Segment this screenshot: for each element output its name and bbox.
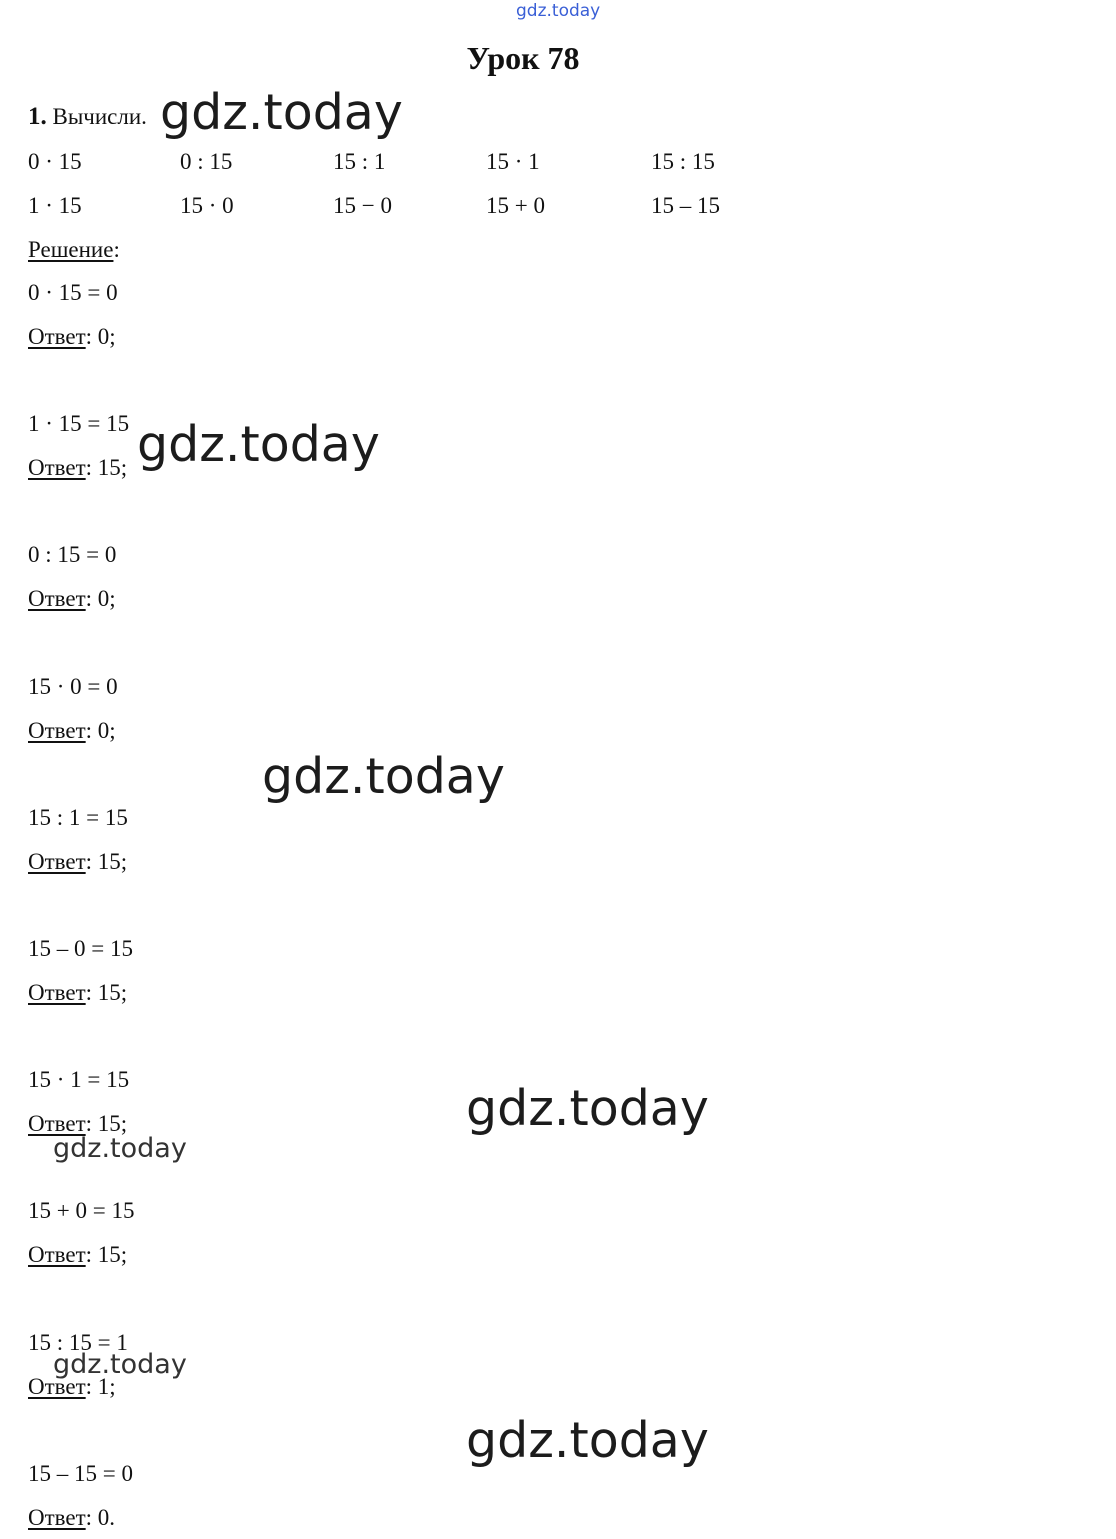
task-heading — [28, 104, 147, 129]
answer-line — [28, 1506, 115, 1529]
answer-label: Ответ — [28, 1242, 86, 1267]
task-number: 1. — [28, 103, 47, 130]
answer-label: Ответ — [28, 1505, 86, 1530]
answer-value: : 0. — [85, 1505, 116, 1530]
solution-colon: : — [113, 237, 120, 262]
exercise-item: 15 – 15 — [651, 193, 720, 218]
solution-expression: 15 · 1 = 15 — [28, 1067, 130, 1092]
watermark: gdz.today — [53, 1349, 187, 1380]
watermark-top: gdz.today — [516, 1, 601, 21]
answer-line — [28, 850, 127, 873]
exercise-item: 15 · 1 — [486, 149, 540, 174]
answer-value: : 15; — [85, 1111, 128, 1136]
answer-value: : 15; — [85, 849, 128, 874]
solution-expression: 0 · 15 = 0 — [28, 280, 118, 305]
watermark: gdz.today — [53, 1133, 187, 1164]
exercise-item: 0 : 15 — [180, 149, 233, 174]
exercise-item: 15 + 0 — [486, 193, 545, 218]
watermark: gdz.today — [262, 748, 505, 805]
answer-label: Ответ — [28, 980, 86, 1005]
exercise-item: 1 · 15 — [28, 193, 82, 218]
answer-label: Ответ — [28, 849, 86, 874]
answer-line — [28, 1112, 127, 1135]
answer-label: Ответ — [28, 324, 86, 349]
watermark: gdz.today — [137, 416, 380, 473]
answer-value: : 1; — [85, 1374, 116, 1399]
solution-expression: 0 : 15 = 0 — [28, 542, 117, 567]
answer-value: : 0; — [85, 718, 116, 743]
answer-line — [28, 456, 127, 479]
answer-value: : 15; — [85, 455, 128, 480]
exercise-item: 15 − 0 — [333, 193, 392, 218]
exercise-item: 0 · 15 — [28, 149, 82, 174]
answer-label: Ответ — [28, 1111, 86, 1136]
answer-line — [28, 1243, 127, 1266]
solution-expression: 15 : 15 = 1 — [28, 1330, 128, 1355]
exercise-item: 15 : 15 — [651, 149, 715, 174]
solution-expression: 1 · 15 = 15 — [28, 411, 130, 436]
solution-label: Решение — [28, 237, 114, 262]
watermark: gdz.today — [466, 1412, 709, 1469]
answer-value: : 0; — [85, 586, 116, 611]
solution-expression: 15 – 15 = 0 — [28, 1461, 133, 1486]
solution-heading — [28, 238, 120, 261]
answer-value: : 0; — [85, 324, 116, 349]
watermark: gdz.today — [466, 1080, 709, 1137]
watermark: gdz.today — [160, 84, 403, 141]
answer-label: Ответ — [28, 718, 86, 743]
answer-value: : 15; — [85, 1242, 128, 1267]
exercise-item: 15 · 0 — [180, 193, 234, 218]
page-title: Урок 78 — [466, 40, 580, 76]
solution-expression: 15 · 0 = 0 — [28, 674, 118, 699]
solution-expression: 15 : 1 = 15 — [28, 805, 128, 830]
answer-label: Ответ — [28, 455, 86, 480]
answer-line — [28, 719, 116, 742]
answer-line — [28, 325, 116, 348]
exercise-item: 15 : 1 — [333, 149, 386, 174]
answer-line — [28, 587, 116, 610]
solution-expression: 15 – 0 = 15 — [28, 936, 133, 961]
answer-label: Ответ — [28, 586, 86, 611]
answer-label: Ответ — [28, 1374, 86, 1399]
answer-value: : 15; — [85, 980, 128, 1005]
answer-line — [28, 981, 127, 1004]
task-text: Вычисли. — [46, 104, 147, 129]
solution-expression: 15 + 0 = 15 — [28, 1198, 135, 1223]
